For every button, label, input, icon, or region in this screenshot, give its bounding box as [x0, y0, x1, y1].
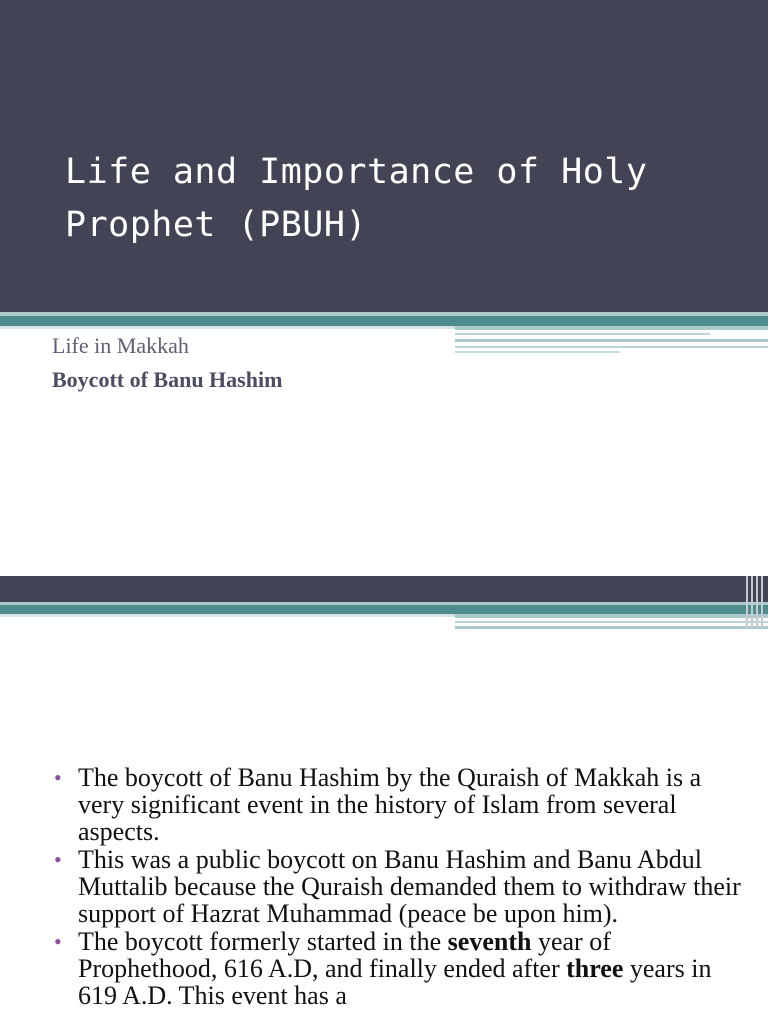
bullet-text-end: years in 619 A.D. This event has a: [78, 954, 712, 1010]
stripe2-teal: [0, 605, 768, 614]
bullet-text: This was a public boycott on Banu Hashim and Banu Abdul Muttalib because the Quraish demanded them to withdraw their support of Hazrat Muhammad (peace be upon him).: [78, 845, 741, 928]
stripe-right-1: [455, 326, 768, 330]
edge-line: [761, 576, 763, 628]
bullet-dot-icon: •: [54, 847, 62, 872]
content-slide-header: [0, 576, 768, 602]
bullet-bold-three: three: [566, 954, 624, 983]
edge-line: [756, 576, 758, 628]
bullet-item: [52, 928, 752, 1009]
stripe2-right-1: [455, 614, 768, 618]
stripe2-left-thin: [0, 614, 455, 617]
bullet-item: [52, 764, 752, 845]
bullet-dot-icon: •: [54, 765, 62, 790]
stripe2-right-3: [455, 626, 768, 629]
subtitle-life-in-makkah: Life in Makkah: [52, 333, 189, 358]
slide-title: Life and Importance of Holy Prophet (PBUH): [65, 152, 648, 245]
title-slide-header: [0, 0, 768, 312]
stripe-right-5: [455, 351, 620, 353]
stripe-right-4: [455, 346, 768, 348]
bullet-text: The boycott of Banu Hashim by the Quraish of Makkah is a very significant event in the history of Islam from several aspects.: [78, 763, 702, 846]
bullet-bold-seventh: seventh: [447, 927, 532, 956]
stripe-right-3: [455, 339, 768, 342]
bullet-item: [52, 846, 752, 927]
stripe-teal: [0, 316, 768, 326]
stripe-left-thin: [0, 326, 455, 329]
bullet-text-middle: year of Prophethood, 616 A.D, and finally ended after: [78, 927, 611, 983]
edge-line: [746, 576, 748, 628]
stripe2-right-2: [455, 621, 768, 623]
subtitle-boycott: Boycott of Banu Hashim: [52, 367, 283, 392]
bullet-dot-icon: •: [54, 929, 62, 954]
bullet-list: [52, 764, 752, 1010]
bullet-text-start: The boycott formerly started in the: [78, 927, 448, 956]
edge-line: [751, 576, 753, 628]
stripe-right-2: [455, 333, 710, 335]
